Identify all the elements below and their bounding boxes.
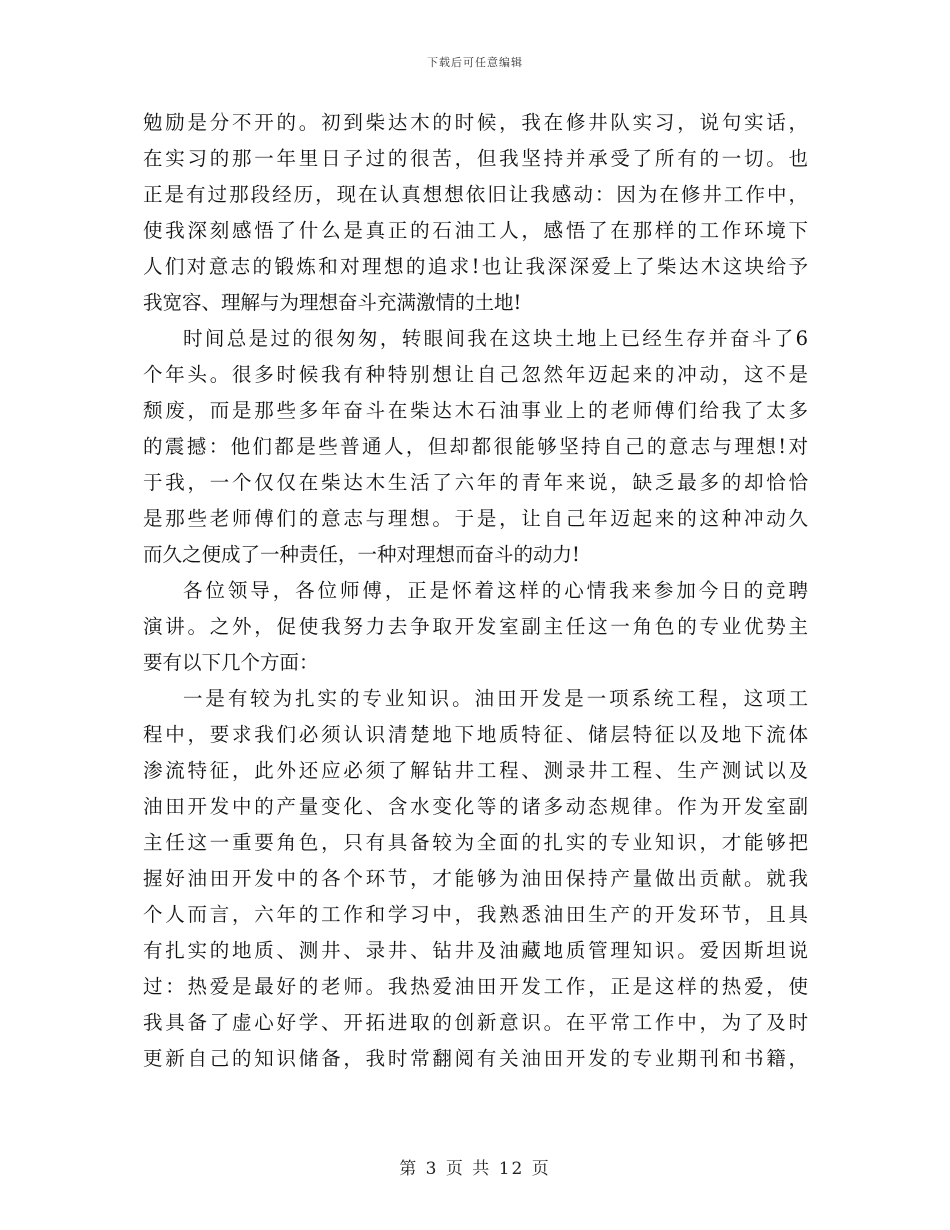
paragraph-3-line: 演讲。之外，促使我努力去争取开发室副主任这一角色的专业优势主 [143,615,808,638]
paragraph-3-line: 要有以下几个方面： [143,651,319,674]
paragraph-2-line: 个年头。很多时候我有种特别想让自己忽然年迈起来的冲动，这不是 [143,363,808,386]
paragraph-4-line: 程中，要求我们必须认识清楚地下地质特征、储层特征以及地下流体 [143,723,808,746]
paragraph-2-line: 于我，一个仅仅在柴达木生活了六年的青年来说，缺乏最多的却恰恰 [143,471,808,494]
paragraph-1-line: 在实习的那一年里日子过的很苦，但我坚持并承受了所有的一切。也 [143,147,808,170]
paragraph-1-line: 使我深刻感悟了什么是真正的石油工人，感悟了在那样的工作环境下 [143,219,808,242]
paragraph-4-line: 更新自己的知识储备，我时常翻阅有关油田开发的专业期刊和书籍， [143,1047,808,1070]
paragraph-2-line: 而久之便成了一种责任，一种对理想而奋斗的动力! [143,543,580,566]
paragraph-2-line: 是那些老师傅们的意志与理想。于是，让自己年迈起来的这种冲动久 [143,507,808,530]
paragraph-1-line: 正是有过那段经历，现在认真想想依旧让我感动：因为在修井工作中， [143,183,808,206]
paragraph-4-line: 主任这一重要角色，只有具备较为全面的扎实的专业知识，才能够把 [143,831,808,854]
paragraph-2-line: 颓废，而是那些多年奋斗在柴达木石油事业上的老师傅们给我了太多 [143,399,808,422]
page-header: 下载后可任意编辑 [427,56,523,69]
paragraph-1-line: 我宽容、理解与为理想奋斗充满激情的土地! [143,291,522,314]
paragraph-1-line: 人们对意志的锻炼和对理想的追求!也让我深深爱上了柴达木这块给予 [143,255,808,278]
paragraph-2-line: 的震撼：他们都是些普通人，但却都很能够坚持自己的意志与理想!对 [143,435,808,458]
paragraph-4-line: 握好油田开发中的各个环节，才能够为油田保持产量做出贡献。就我 [143,867,808,890]
paragraph-4-line: 一是有较为扎实的专业知识。油田开发是一项系统工程，这项工 [183,687,808,710]
paragraph-4-line: 个人而言，六年的工作和学习中，我熟悉油田生产的开发环节，且具 [143,903,808,926]
page-number-footer: 第 3 页 共 12 页 [399,1159,551,1179]
paragraph-4-line: 油田开发中的产量变化、含水变化等的诸多动态规律。作为开发室副 [143,795,808,818]
paragraph-4-line: 渗流特征，此外还应必须了解钻井工程、测录井工程、生产测试以及 [143,759,808,782]
paragraph-2-line: 时间总是过的很匆匆，转眼间我在这块土地上已经生存并奋斗了6 [183,327,808,350]
paragraph-4-line: 有扎实的地质、测井、录井、钻井及油藏地质管理知识。爱因斯坦说 [143,939,808,962]
paragraph-4-line: 过：热爱是最好的老师。我热爱油田开发工作，正是这样的热爱，使 [143,975,808,998]
paragraph-4-line: 我具备了虚心好学、开拓进取的创新意识。在平常工作中，为了及时 [143,1011,808,1034]
paragraph-1-line: 勉励是分不开的。初到柴达木的时候，我在修井队实习，说句实话， [143,111,808,134]
document-body [143,105,808,1077]
paragraph-3-line: 各位领导，各位师傅，正是怀着这样的心情我来参加今日的竞聘 [183,579,808,602]
